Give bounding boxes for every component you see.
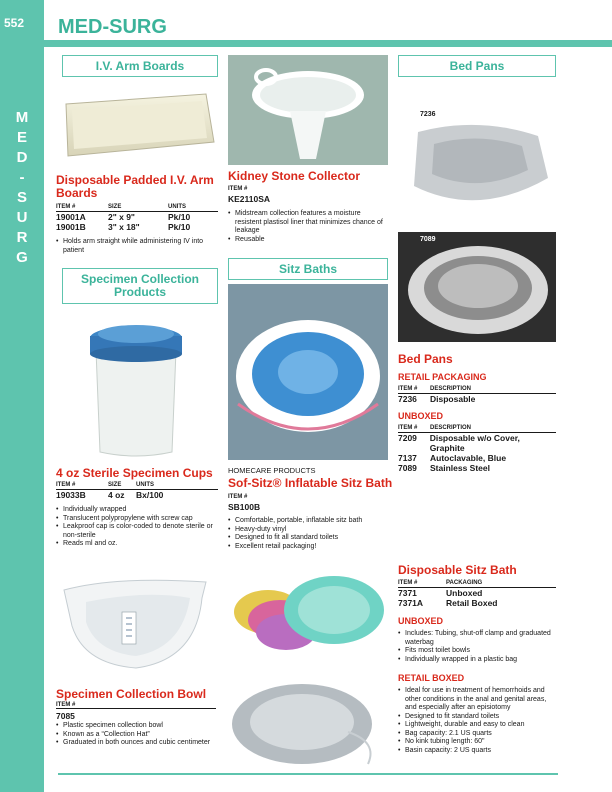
specimen-bowl-photo (56, 568, 218, 678)
retail-packaging-label: RETAIL PACKAGING (398, 372, 487, 382)
spec-header (398, 425, 556, 433)
specimen-cups-title: 4 oz Sterile Specimen Cups (56, 466, 213, 480)
item-size: 4 oz (108, 490, 125, 500)
item-size: 3" x 18" (108, 222, 140, 232)
col-header-units: UNITS (136, 482, 154, 488)
page-number: 552 (4, 16, 25, 30)
disposable-sitz-unboxed-bullets (398, 630, 556, 664)
bed-pans-title: Bed Pans (398, 352, 453, 366)
spec-header (56, 482, 218, 490)
list-item: • Basin capacity: 2 US quarts (398, 747, 556, 756)
item-number: 7371 (398, 588, 417, 598)
table-row (56, 212, 218, 222)
spec-header (56, 204, 218, 212)
arm-board-photo (56, 82, 218, 166)
tab-iv-arm-boards: I.V. Arm Boards (62, 55, 218, 77)
list-item: • Reusable (228, 236, 388, 245)
inflatable-sitz-illustration (228, 284, 388, 460)
item-number: 19033B (56, 490, 86, 500)
list-item: • Graduated in both ounces and cubic centimeter (56, 739, 218, 748)
bed-pan-7236-illustration (398, 108, 556, 228)
col-header-item: ITEM # (398, 425, 418, 431)
bed-pan-photo-code: 7236 (420, 111, 436, 118)
col-header-packaging: PACKAGING (446, 580, 483, 586)
specimen-cup-illustration (56, 310, 218, 460)
inflatable-sitz-item (228, 502, 260, 512)
list-item: • Ideal for use in treatment of hemorrhoids and other conditions in the anal and genital areas, and especially after an episiotomy (398, 687, 556, 713)
list-item: • Comfortable, portable, inflatable sitz bath (228, 517, 394, 526)
arm-boards-title: Disposable Padded I.V. Arm Boards (56, 173, 214, 200)
table-row (398, 433, 556, 453)
list-item: • Fits most toilet bowls (398, 647, 556, 656)
table-row (56, 490, 218, 500)
inflatable-sitz-photo (228, 284, 388, 460)
sidebar-section-letters (0, 108, 44, 268)
bed-pans-retail-table (398, 386, 556, 404)
section-title: MED-SURG (58, 16, 167, 38)
table-row (56, 222, 218, 232)
side-letter: S (16, 189, 27, 206)
arm-board-illustration (56, 82, 218, 166)
item-number: 19001B (56, 222, 86, 232)
item-packaging: Unboxed (446, 588, 483, 598)
kidney-stone-item (228, 194, 270, 204)
kidney-stone-title: Kidney Stone Collector (228, 169, 361, 183)
list-item: • Holds arm straight while administering IV into patient (56, 238, 216, 255)
section-sidebar (0, 0, 44, 792)
item-number: SB100B (228, 502, 261, 512)
list-item: • Includes: Tubing, shut-off clamp and graduated waterbag (398, 630, 556, 647)
col-header-item: ITEM # (398, 386, 418, 392)
col-header-size: SIZE (108, 204, 122, 210)
item-number: 7209 (398, 433, 417, 443)
side-letter: U (16, 209, 28, 226)
kidney-stone-bullets (228, 210, 388, 244)
list-item: • Designed to fit all standard toilets (228, 534, 394, 543)
item-description: Autoclavable, Blue (430, 453, 507, 463)
bed-pan-7089-illustration (398, 232, 556, 342)
specimen-bowl-illustration (56, 568, 218, 678)
kidney-stone-illustration (228, 55, 388, 165)
specimen-bowl-item (56, 711, 75, 721)
list-item: • No kink tubing length: 60" (398, 738, 556, 747)
item-number: 7236 (398, 394, 417, 404)
item-number: 7089 (398, 463, 417, 473)
list-item: • Bag capacity: 2.1 US quarts (398, 730, 556, 739)
specimen-bowl-title: Specimen Collection Bowl (56, 687, 207, 701)
list-item: • Plastic specimen collection bowl (56, 722, 218, 731)
kidney-stone-photo (228, 55, 388, 165)
arm-boards-bullets (56, 238, 216, 255)
disposable-sitz-photo (228, 672, 392, 768)
inflatable-sitz-title: Sof-Sitz® Inflatable Sitz Bath (228, 476, 393, 490)
side-letter: D (16, 149, 28, 166)
item-number: KE2110SA (228, 194, 271, 204)
side-letter: G (16, 249, 28, 266)
table-row (398, 598, 556, 608)
item-description: Stainless Steel (430, 463, 491, 473)
list-item: • Translucent polypropylene with screw cap (56, 515, 218, 524)
list-item: • Known as a “Collection Hat” (56, 731, 218, 740)
colored-sitz-photo (228, 560, 392, 668)
tab-specimen-collection: Specimen Collection Products (62, 268, 218, 304)
side-letter: E (16, 129, 27, 146)
colored-sitz-illustration (228, 560, 392, 668)
footer-rule (58, 773, 558, 775)
item-units: Pk/10 (168, 222, 191, 232)
list-item: • Excellent retail packaging! (228, 543, 394, 552)
list-item: • Individually wrapped in a plastic bag (398, 656, 556, 665)
item-number: 7371A (398, 598, 424, 608)
retail-boxed-label: RETAIL BOXED (398, 673, 465, 683)
bed-pan-7236-photo (398, 108, 556, 228)
disposable-sitz-title: Disposable Sitz Bath (398, 563, 517, 577)
specimen-cups-spec-table (56, 482, 218, 500)
side-letter: - (19, 169, 25, 186)
col-header-description: DESCRIPTION (430, 386, 472, 392)
item-description: Disposable w/o Cover, Graphite (429, 433, 520, 453)
col-header-description: DESCRIPTION (430, 425, 472, 431)
spec-header (398, 580, 556, 588)
bed-pan-7089-photo (398, 232, 556, 342)
inflatable-sitz-bullets (228, 517, 394, 551)
item-number: 19001A (56, 212, 86, 222)
item-units: Bx/100 (136, 490, 164, 500)
list-item: • Heavy-duty vinyl (228, 526, 394, 535)
disposable-sitz-retail-bullets (398, 687, 556, 755)
tab-sitz-baths: Sitz Baths (228, 258, 388, 280)
spec-header (398, 386, 556, 394)
bed-pan-photo-code: 7089 (420, 236, 436, 243)
specimen-cup-photo (56, 310, 218, 460)
table-row (398, 463, 556, 473)
disposable-sitz-table (398, 580, 556, 608)
side-letter: M (15, 109, 29, 126)
list-item: • Individually wrapped (56, 506, 218, 515)
col-header-item: ITEM # (56, 204, 76, 210)
item-label: ITEM # (56, 702, 216, 709)
item-size: 2" x 9" (108, 212, 135, 222)
col-header-item: ITEM # (398, 580, 418, 586)
item-number: 7085 (56, 711, 75, 721)
item-label: ITEM # (228, 186, 248, 192)
item-units: Pk/10 (168, 212, 191, 222)
homecare-kicker: HOMECARE PRODUCTS (228, 466, 316, 475)
unboxed-label: UNBOXED (398, 411, 444, 421)
side-letter: R (16, 229, 28, 246)
specimen-cups-bullets (56, 506, 218, 549)
list-item: • Reads ml and oz. (56, 540, 218, 549)
col-header-units: UNITS (168, 204, 186, 210)
disposable-sitz-illustration (228, 672, 392, 768)
table-row (398, 453, 556, 463)
list-item: • Leakproof cap is color-coded to denote sterile or non-sterile (56, 523, 218, 540)
header-rule (44, 40, 612, 47)
col-header-item: ITEM # (56, 482, 76, 488)
item-description: Disposable (430, 394, 476, 404)
item-label: ITEM # (228, 494, 248, 500)
unboxed-label: UNBOXED (398, 616, 444, 626)
table-row (398, 588, 556, 598)
tab-bed-pans: Bed Pans (398, 55, 556, 77)
table-row (398, 394, 556, 404)
list-item: • Designed to fit standard toilets (398, 713, 556, 722)
arm-boards-spec-table (56, 204, 218, 232)
bed-pans-unboxed-table (398, 425, 556, 473)
item-number: 7137 (398, 453, 417, 463)
item-packaging: Retail Boxed (446, 598, 498, 608)
col-header-size: SIZE (108, 482, 122, 488)
list-item: • Lightweight, durable and easy to clean (398, 721, 556, 730)
list-item: • Midstream collection features a moisture resistent plastisol liner that minimizes chance of leakage (228, 210, 388, 236)
specimen-bowl-bullets (56, 722, 218, 748)
